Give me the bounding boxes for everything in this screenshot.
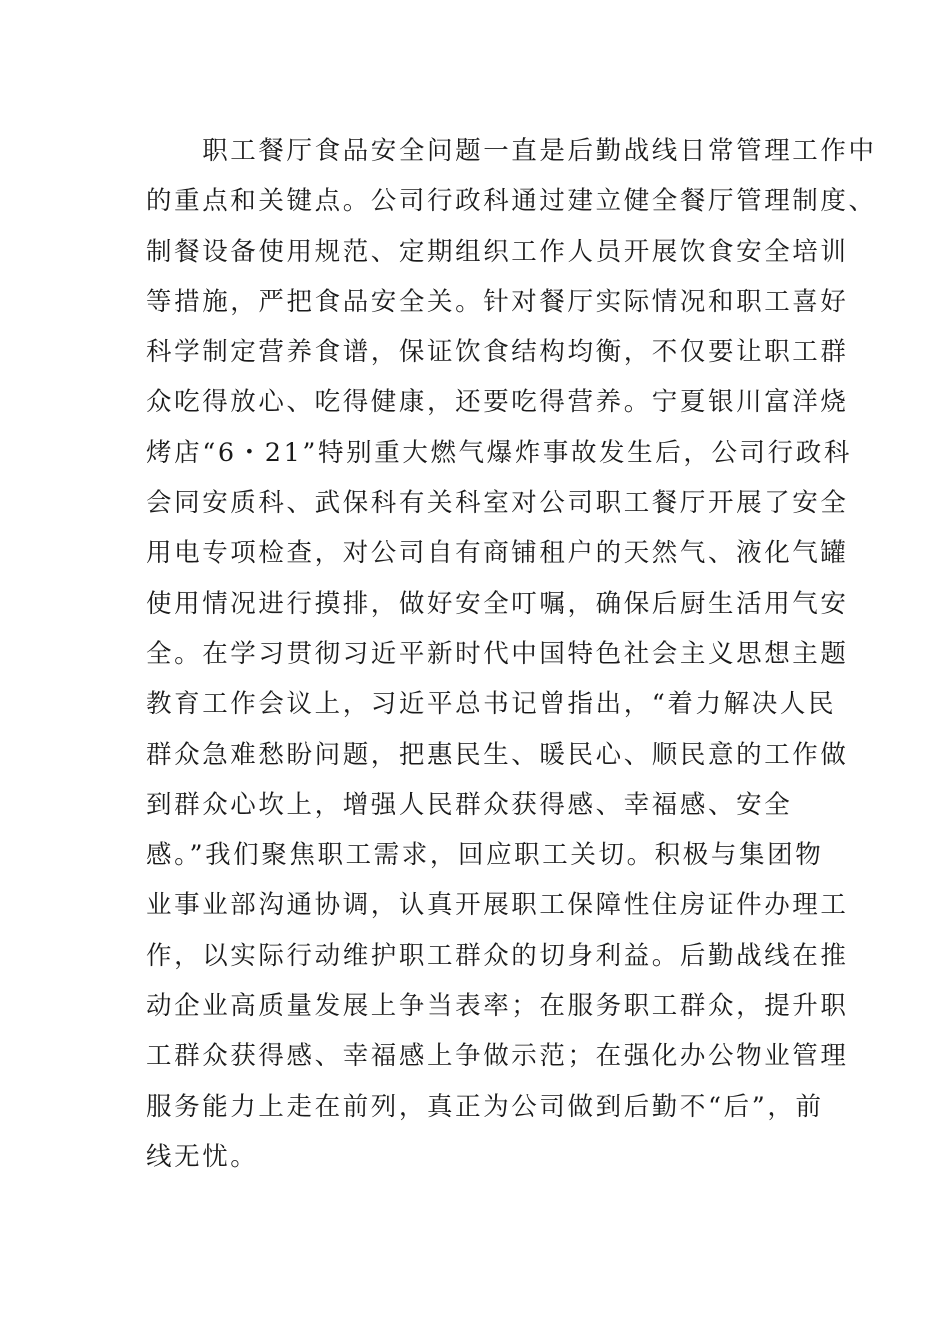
paragraph-line: 到群众心坎上，增强人民群众获得感、幸福感、安全 [146,789,793,820]
paragraph-line: 烤店“6・21”特别重大燃气爆炸事故发生后，公司行政科 [146,437,852,468]
paragraph-line: 会同安质科、武保科有关科室对公司职工餐厅开展了安全 [146,488,849,519]
paragraph-line: 作，以实际行动维护职工群众的切身利益。后勤战线在推 [146,940,849,971]
paragraph-line: 使用情况进行摸排，做好安全叮嘱，确保后厨生活用气安 [146,588,849,619]
paragraph-line: 职工餐厅食品安全问题一直是后勤战线日常管理工作中 [146,136,877,166]
paragraph-line: 服务能力上走在前列，真正为公司做到后勤不“后”，前 [146,1091,824,1122]
paragraph-line: 用电专项检查，对公司自有商铺租户的天然气、液化气罐 [146,538,849,569]
paragraph-line: 制餐设备使用规范、定期组织工作人员开展饮食安全培训 [146,236,849,267]
paragraph-line: 众吃得放心、吃得健康，还要吃得营养。宁夏银川富洋烧 [146,387,849,418]
paragraph-line: 的重点和关键点。公司行政科通过建立健全餐厅管理制度、 [146,186,877,217]
paragraph-line: 全。在学习贯彻习近平新时代中国特色社会主义思想主题 [146,638,849,669]
paragraph-line: 科学制定营养食谱，保证饮食结构均衡，不仅要让职工群 [146,337,849,368]
paragraph-line: 等措施，严把食品安全关。针对餐厅实际情况和职工喜好 [146,286,849,317]
paragraph-line: 业事业部沟通协调，认真开展职工保障性住房证件办理工 [146,890,849,921]
paragraph-line: 感。”我们聚焦职工需求，回应职工关切。积极与集团物 [146,840,824,871]
paragraph-line: 动企业高质量发展上争当表率；在服务职工群众，提升职 [146,991,849,1022]
paragraph-line: 教育工作会议上，习近平总书记曾指出，“着力解决人民 [146,689,837,720]
paragraph-line: 群众急难愁盼问题，把惠民生、暖民心、顺民意的工作做 [146,739,849,770]
paragraph-line: 线无忧。 [146,1141,259,1172]
paragraph-line: 工群众获得感、幸福感上争做示范；在强化办公物业管理 [146,1041,849,1072]
body-paragraph [146,126,877,1182]
